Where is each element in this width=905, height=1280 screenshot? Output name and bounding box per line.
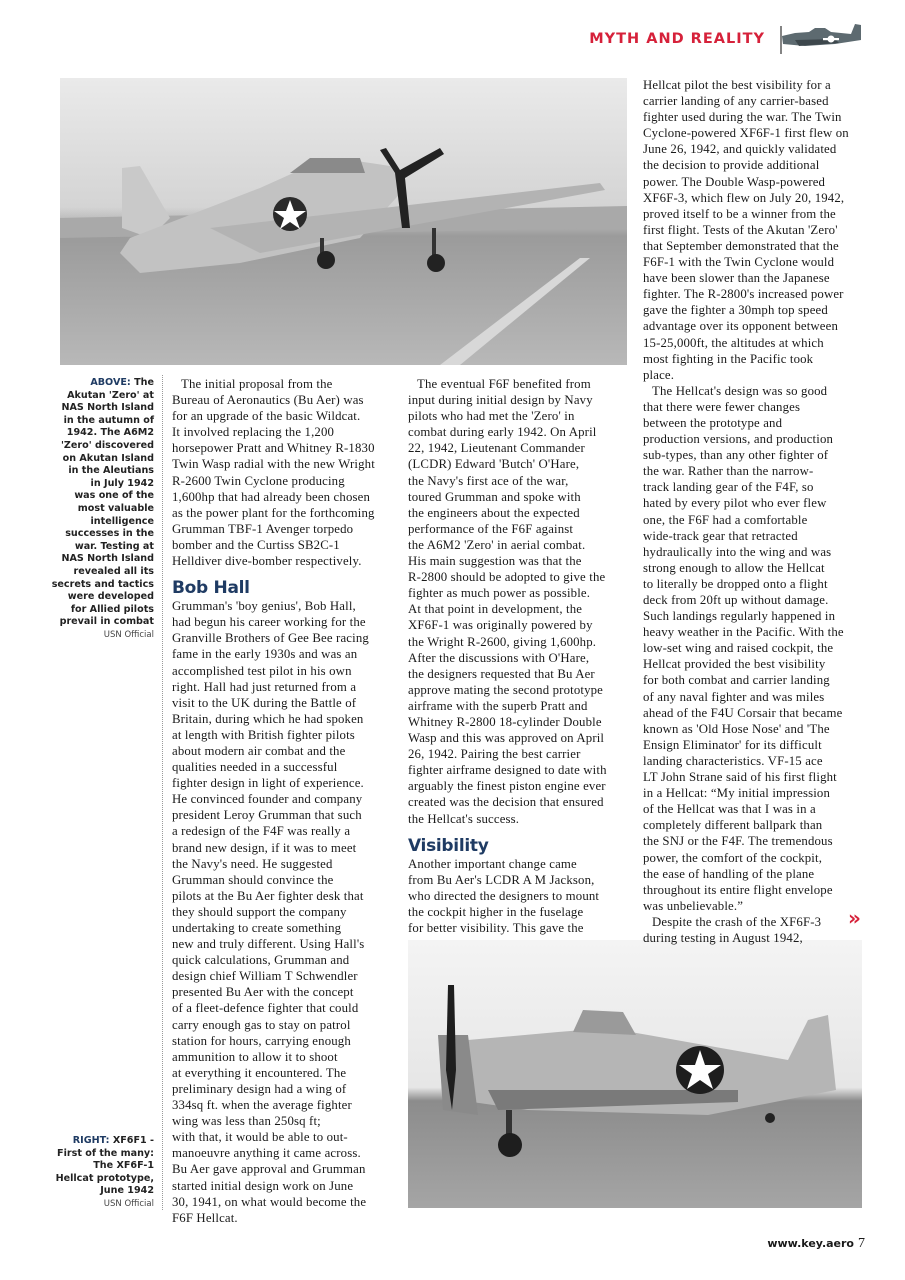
a6m2-zero-photo bbox=[60, 78, 627, 365]
website-url[interactable]: www.key.aero bbox=[767, 1237, 854, 1250]
text-line: approve mating the second prototype bbox=[408, 682, 604, 697]
text-line: fighter as much power as possible. bbox=[408, 586, 591, 601]
text-line: Wasp and this was approved on April bbox=[408, 731, 605, 746]
text-line: strong enough to allow the Hellcat bbox=[643, 560, 825, 575]
text-line: June 26, 1942, and quickly validated bbox=[643, 142, 837, 157]
text-line: The eventual F6F benefited from bbox=[417, 377, 591, 391]
text-line: manoeuvre anything it came across. bbox=[172, 1146, 361, 1161]
text-line: 30, 1941, on what would become the bbox=[172, 1194, 367, 1209]
text-line: The Hellcat's design was so good bbox=[652, 383, 828, 398]
text-line: who directed the designers to mount bbox=[408, 888, 600, 903]
text-line: fighter airframe designed to date with bbox=[408, 763, 607, 778]
page-footer bbox=[767, 1236, 865, 1252]
text-line: at everything it encountered. The bbox=[172, 1065, 347, 1080]
caption-line: prevail in combat bbox=[59, 616, 154, 628]
text-line: brand new design, if it was to meet bbox=[172, 840, 357, 855]
caption-line: secrets and tactics bbox=[51, 578, 154, 590]
text-line: as the power plant for the forthcoming bbox=[172, 505, 375, 520]
text-line: the decision to provide additional bbox=[643, 158, 820, 173]
text-line: of a fleet-defence fighter that could bbox=[172, 1001, 359, 1016]
text-line: Twin Wasp radial with the new Wright bbox=[172, 457, 375, 472]
text-line: R-2800 should be adopted to give the bbox=[408, 570, 606, 585]
text-line: bomber and the Curtiss SB2C-1 bbox=[172, 537, 340, 552]
text-line: power. The Double Wasp-powered bbox=[643, 174, 826, 189]
text-line: heavy weather in the Pacific. With the bbox=[643, 625, 844, 640]
text-line: of the Hellcat was that I was in a bbox=[643, 802, 816, 817]
article-column-3 bbox=[643, 77, 871, 946]
text-line: the A6M2 'Zero' in aerial combat. bbox=[408, 537, 586, 552]
text-line: the Wright R-2600, giving 1,600hp. bbox=[408, 634, 597, 649]
text-line: Bureau of Aeronautics (Bu Aer) was bbox=[172, 393, 364, 408]
text-line: performance of the F6F against bbox=[408, 521, 574, 536]
text-line: new and truly different. Using Hall's bbox=[172, 937, 365, 952]
text-line: the engineers about the expected bbox=[408, 505, 580, 520]
text-line: started initial design work on June bbox=[172, 1178, 354, 1193]
caption-line: The bbox=[134, 377, 154, 388]
text-line: station for hours, carrying enough bbox=[172, 1033, 351, 1048]
text-line: arguably the finest piston engine ever bbox=[408, 779, 606, 794]
text-line: the Navy's first ace of the war, bbox=[408, 473, 569, 488]
text-line: 15-25,000ft, the altitudes at which bbox=[643, 335, 824, 350]
text-line: the ease of handling of the plane bbox=[643, 866, 815, 881]
paragraph bbox=[172, 598, 402, 1226]
text-line: advantage over its opponent between bbox=[643, 319, 839, 334]
text-line: horsepower Pratt and Whitney R-1830 bbox=[172, 441, 375, 456]
text-line: Bu Aer gave approval and Grumman bbox=[172, 1162, 366, 1177]
text-line: fame in the early 1930s and was an bbox=[172, 647, 358, 662]
text-line: input during initial design by Navy bbox=[408, 393, 593, 408]
text-line: for better visibility. This gave the bbox=[408, 921, 584, 935]
caption-line: The XF6F-1 bbox=[93, 1160, 154, 1172]
xf6f1-hellcat-photo bbox=[408, 940, 862, 1208]
text-line: track landing gear of the F4F, so bbox=[643, 480, 814, 495]
text-line: airframe with the superb Pratt and bbox=[408, 698, 588, 713]
text-line: the Hellcat's success. bbox=[408, 811, 520, 826]
section-heading: Bob Hall bbox=[172, 578, 250, 599]
continue-arrow-icon: » bbox=[848, 906, 861, 930]
caption-line: Hellcat prototype, bbox=[55, 1172, 154, 1184]
text-line: Another important change came bbox=[408, 856, 577, 871]
text-line: The initial proposal from the bbox=[181, 377, 333, 391]
text-line: one, the F6F had a comfortable bbox=[643, 512, 808, 527]
text-line: F6F Hellcat. bbox=[172, 1210, 238, 1225]
text-line: between the prototype and bbox=[643, 415, 783, 430]
caption-text bbox=[52, 377, 154, 627]
caption-line: for Allied pilots bbox=[70, 603, 154, 615]
text-line: right. Hall had just returned from a bbox=[172, 679, 357, 694]
text-line: the SNJ or the F4F. The tremendous bbox=[643, 834, 833, 849]
section-header bbox=[589, 22, 865, 56]
text-line: was unbelievable.” bbox=[643, 898, 744, 913]
text-line: at length with British fighter pilots bbox=[172, 727, 355, 742]
text-line: that September demonstrated that the bbox=[643, 238, 839, 253]
caption-line: on Akutan Island bbox=[62, 452, 154, 464]
paragraph bbox=[408, 376, 634, 827]
text-line: ammunition to allow it to shoot bbox=[172, 1049, 338, 1064]
section-title: MYTH AND REALITY bbox=[589, 31, 765, 47]
text-line: to literally be dropped onto a flight bbox=[643, 576, 828, 591]
text-line: Helldiver dive-bomber respectively. bbox=[172, 554, 362, 569]
text-line: LT John Strane said of his first flight bbox=[643, 770, 837, 785]
text-line: After the discussions with O'Hare, bbox=[408, 650, 590, 665]
text-line: that there were fewer changes bbox=[643, 399, 801, 414]
caption-line: June 1942 bbox=[100, 1185, 154, 1197]
caption-line: Akutan 'Zero' at bbox=[67, 389, 154, 401]
text-line: Grumman's 'boy genius', Bob Hall, bbox=[172, 599, 356, 614]
text-line: president Leroy Grumman that such bbox=[172, 808, 362, 823]
text-line: the cockpit higher in the fuselage bbox=[408, 904, 584, 919]
text-line: Despite the crash of the XF6F-3 bbox=[652, 914, 822, 929]
caption-line: NAS North Island bbox=[61, 402, 154, 414]
paragraph bbox=[172, 376, 402, 569]
text-line: power, the comfort of the cockpit, bbox=[643, 850, 823, 865]
text-line: the Navy's need. He suggested bbox=[172, 856, 333, 871]
text-line: proved itself to be a winner from the bbox=[643, 206, 836, 221]
text-line: Grumman should convince the bbox=[172, 872, 334, 887]
text-line: sub-types, than any other fighter of bbox=[643, 448, 829, 463]
text-line: accomplished test pilot in his own bbox=[172, 663, 352, 678]
text-line: presented Bu Aer with the concept bbox=[172, 985, 354, 1000]
text-line: landing characteristics. VF-15 ace bbox=[643, 753, 823, 768]
caption-lead: ABOVE: bbox=[90, 377, 131, 388]
caption-above bbox=[18, 377, 154, 641]
hellcat-logo-icon bbox=[775, 22, 865, 56]
text-line: had begun his career working for the bbox=[172, 615, 366, 630]
caption-line: in July 1942 bbox=[90, 477, 154, 489]
text-line: pilots at the Bu Aer fighter desk that bbox=[172, 888, 364, 903]
article-column-2 bbox=[408, 376, 634, 936]
text-line: Granville Brothers of Gee Bee racing bbox=[172, 631, 369, 646]
section-heading: Visibility bbox=[408, 835, 489, 856]
text-line: most fighting in the Pacific took bbox=[643, 351, 814, 366]
caption-line: 1942. The A6M2 bbox=[66, 427, 154, 439]
text-line: 334sq ft. when the average fighter bbox=[172, 1098, 352, 1113]
caption-line: in the autumn of bbox=[63, 414, 154, 426]
text-line: His main suggestion was that the bbox=[408, 554, 582, 569]
text-line: XF6F-3, which flew on July 20, 1942, bbox=[643, 190, 845, 205]
text-line: hated by every pilot who ever flew bbox=[643, 496, 827, 511]
text-line: R-2600 Twin Cyclone producing bbox=[172, 473, 345, 488]
paragraph bbox=[408, 856, 634, 936]
caption-line: successes in the bbox=[65, 528, 154, 540]
text-line: hydraulically into the wing and was bbox=[643, 544, 832, 559]
text-line: carry enough gas to stay on patrol bbox=[172, 1017, 351, 1032]
text-line: throughout its entire flight envelope bbox=[643, 882, 833, 897]
text-line: first flight. Tests of the Akutan 'Zero' bbox=[643, 222, 838, 237]
caption-line: was one of the bbox=[74, 490, 154, 502]
text-line: created was the decision that ensured bbox=[408, 795, 604, 810]
caption-line: NAS North Island bbox=[61, 553, 154, 565]
text-line: have been slower than the Japanese bbox=[643, 271, 830, 286]
text-line: Whitney R-2800 18-cylinder Double bbox=[408, 714, 602, 729]
text-line: pilots who had met the 'Zero' in bbox=[408, 409, 575, 424]
text-line: from Bu Aer's LCDR A M Jackson, bbox=[408, 872, 595, 887]
text-line: wide-track gear that retracted bbox=[643, 528, 798, 543]
text-line: Hellcat provided the best visibility bbox=[643, 657, 826, 672]
text-line: in a Hellcat: “My initial impression bbox=[643, 786, 831, 801]
text-line: place. bbox=[643, 367, 675, 382]
text-line: Ensign Eliminator' for its difficult bbox=[643, 737, 822, 752]
paragraph bbox=[643, 77, 871, 383]
text-line: Britain, during which he had spoken bbox=[172, 711, 364, 726]
caption-line: First of the many: bbox=[57, 1147, 154, 1159]
text-line: combat during early 1942. On April bbox=[408, 425, 597, 440]
text-line: gave the fighter a 30mph top speed bbox=[643, 303, 828, 318]
text-line: of any naval fighter and was miles bbox=[643, 689, 825, 704]
text-line: fighter design in light of experience. bbox=[172, 776, 364, 791]
text-line: Grumman TBF-1 Avenger torpedo bbox=[172, 521, 354, 536]
text-line: fighter used during the war. The Twin bbox=[643, 110, 842, 125]
text-line: carrier landing of any carrier-based bbox=[643, 94, 829, 109]
text-line: At that point in development, the bbox=[408, 602, 583, 617]
caption-line: revealed all its bbox=[73, 565, 154, 577]
text-line: Hellcat pilot the best visibility for a bbox=[643, 78, 831, 92]
text-line: wing was less than 250sq ft; bbox=[172, 1114, 321, 1129]
text-line: for an upgrade of the basic Wildcat. bbox=[172, 409, 361, 424]
text-line: for both combat and carrier landing bbox=[643, 673, 830, 688]
text-line: 22, 1942, Lieutenant Commander bbox=[408, 441, 585, 456]
text-line: undertaking to create something bbox=[172, 921, 342, 935]
caption-line: 'Zero' discovered bbox=[60, 439, 154, 451]
article-column-1 bbox=[172, 376, 402, 1226]
text-line: during testing in August 1942, bbox=[643, 930, 803, 945]
text-line: production versions, and production bbox=[643, 432, 834, 447]
text-line: a redesign of the F4F was really a bbox=[172, 824, 351, 839]
text-line: He convinced founder and company bbox=[172, 792, 363, 807]
photo-credit: USN Official bbox=[103, 1198, 154, 1209]
text-line: completely different ballpark than bbox=[643, 818, 823, 833]
text-line: 26, 1942. Pairing the best carrier bbox=[408, 747, 581, 762]
text-line: the war. Rather than the narrow- bbox=[643, 464, 814, 479]
text-line: ahead of the F4U Corsair that became bbox=[643, 705, 843, 720]
text-line: XF6F-1 was originally powered by bbox=[408, 618, 593, 633]
column-divider bbox=[162, 375, 163, 1210]
photo-credit: USN Official bbox=[103, 629, 154, 640]
paragraph bbox=[643, 383, 871, 914]
caption-line: war. Testing at bbox=[74, 540, 154, 552]
caption-line: in the Aleutians bbox=[68, 465, 154, 477]
text-line: with that, it would be able to out- bbox=[172, 1130, 348, 1145]
text-line: design chief William T Schwendler bbox=[172, 969, 358, 984]
caption-line: intelligence bbox=[90, 515, 154, 527]
caption-line: were developed bbox=[67, 591, 154, 603]
text-line: Such landings regularly happened in bbox=[643, 609, 836, 624]
caption-line: most valuable bbox=[77, 502, 154, 514]
text-line: preliminary design had a wing of bbox=[172, 1081, 347, 1096]
text-line: F6F-1 with the Twin Cyclone would bbox=[643, 255, 835, 270]
caption-lead: RIGHT: bbox=[72, 1135, 110, 1146]
text-line: 1,600hp that had already been chosen bbox=[172, 489, 370, 504]
text-line: (LCDR) Edward 'Butch' O'Hare, bbox=[408, 457, 580, 472]
text-line: the designers requested that Bu Aer bbox=[408, 666, 595, 681]
text-line: quick calculations, Grumman and bbox=[172, 953, 350, 968]
text-line: toured Grumman and spoke with bbox=[408, 489, 581, 504]
text-line: qualities needed in a successful bbox=[172, 760, 338, 775]
text-line: they should support the company bbox=[172, 904, 347, 919]
text-line: low-set wing and raised cockpit, the bbox=[643, 641, 834, 656]
caption-right bbox=[18, 1135, 154, 1211]
text-line: about modern air combat and the bbox=[172, 743, 346, 758]
text-line: It involved replacing the 1,200 bbox=[172, 425, 335, 440]
text-line: fighter. The R-2800's increased power bbox=[643, 287, 844, 302]
page-number: 7 bbox=[858, 1236, 865, 1251]
paragraph bbox=[643, 914, 871, 946]
text-line: visit to the UK during the Battle of bbox=[172, 695, 357, 710]
text-line: known as 'Old Hose Nose' and 'The bbox=[643, 721, 830, 736]
caption-line: XF6F1 - bbox=[112, 1135, 154, 1146]
text-line: Cyclone-powered XF6F-1 first flew on bbox=[643, 126, 849, 141]
text-line: deck from 20ft up without damage. bbox=[643, 593, 829, 607]
